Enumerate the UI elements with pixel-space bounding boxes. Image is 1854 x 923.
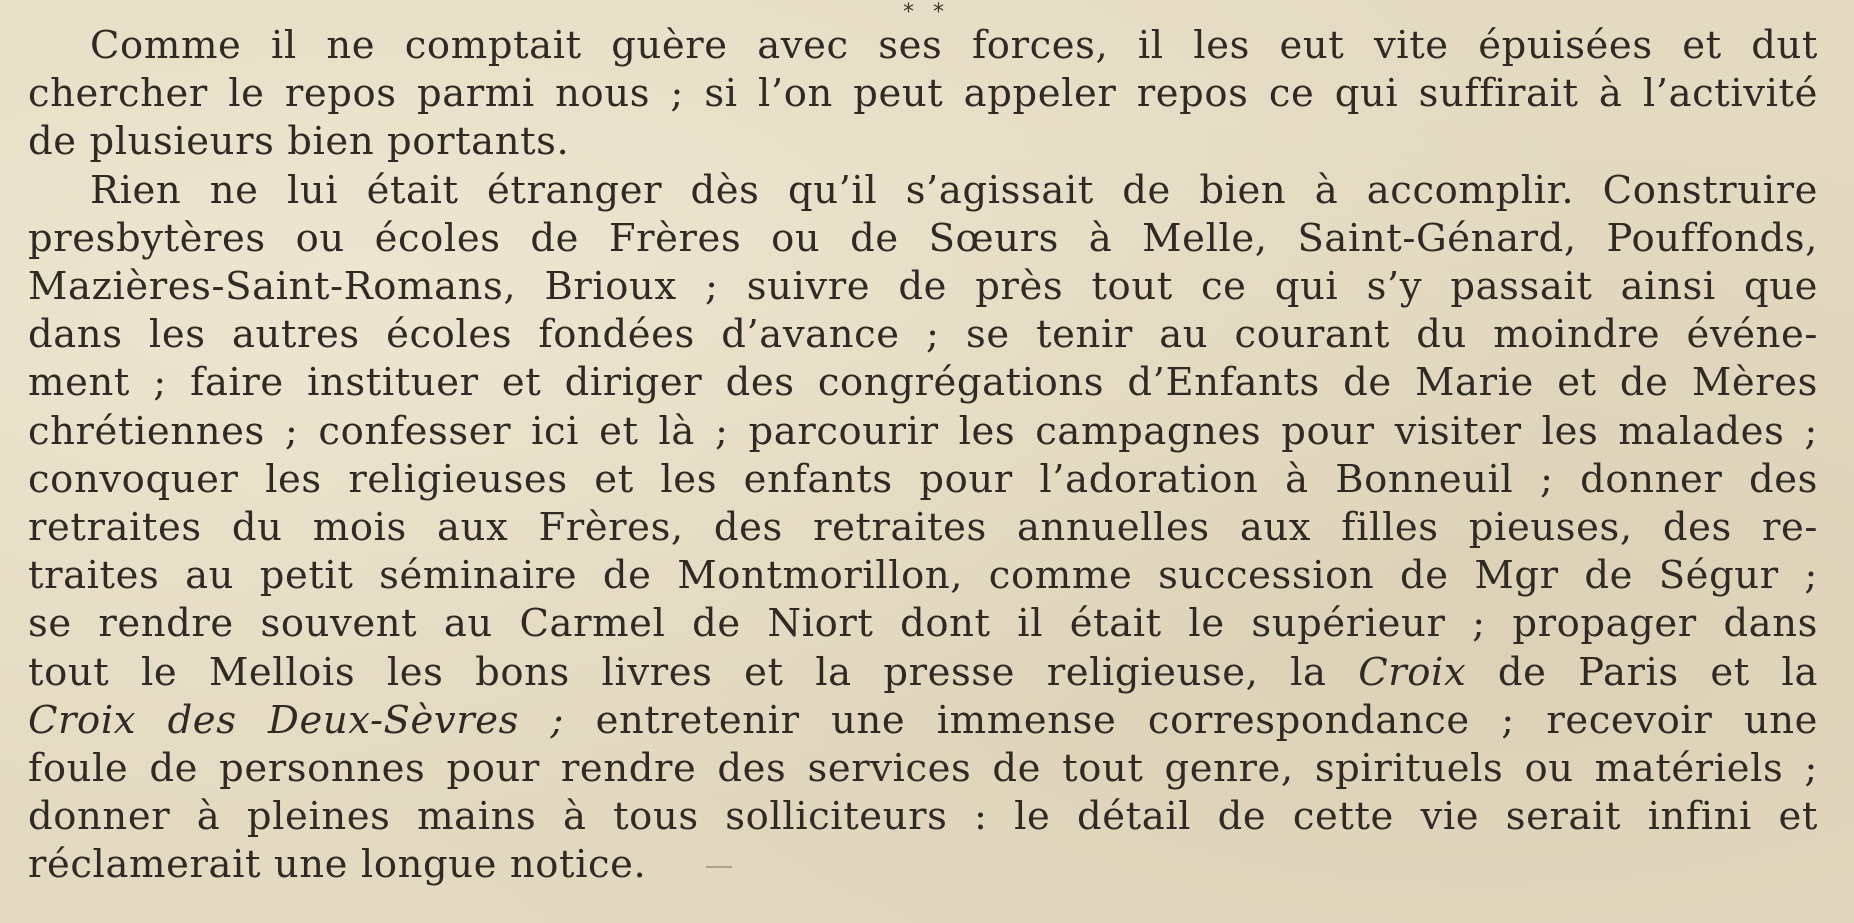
text-line (28, 841, 1818, 889)
text-line: ment ; faire instituer et diriger des congrégations d’Enfants de Marie et de Mères (28, 360, 1818, 406)
text-line: foule de personnes pour rendre des services de tout genre, spirituels ou matériels ; (28, 746, 1818, 792)
text-segment: de Paris et la (1466, 649, 1818, 695)
text-line: presbytères ou écoles de Frères ou de Sœurs à Melle, Saint-Génard, Pouffonds, (28, 215, 1818, 261)
text-line: se rendre souvent au Carmel de Niort dont il était le supérieur ; propager dans (28, 601, 1818, 647)
text-line: traites au petit séminaire de Montmorillon, comme succession de Mgr de Ségur ; (28, 553, 1818, 599)
text-segment: entretenir une immense correspondance ; recevoir une (564, 697, 1818, 743)
text-line: Comme il ne comptait guère avec ses forces, il les eut vite épuisées et dut (90, 23, 1818, 68)
text-line: dans les autres écoles fondées d’avance ; se tenir au courant du moindre événe- (28, 312, 1818, 358)
newspaper-title: Croix (1358, 649, 1467, 695)
text-line (28, 697, 1818, 745)
printer-mark (706, 866, 732, 868)
text-line: retraites du mois aux Frères, des retraites annuelles aux filles pieuses, des re- (28, 505, 1818, 551)
text-line: chercher le repos parmi nous ; si l’on peut appeler repos ce qui suffirait à l’activité (28, 71, 1818, 117)
text-line: Mazières-Saint-Romans, Brioux ; suivre de près tout ce qui s’y passait ainsi que (28, 264, 1818, 310)
text-line: convoquer les religieuses et les enfants pour l’adoration à Bonneuil ; donner des (28, 456, 1818, 502)
body-text (28, 22, 1818, 890)
text-line: chrétiennes ; confesser ici et là ; parcourir les campagnes pour visiter les malades ; (28, 408, 1818, 454)
text-segment: réclamerait une longue notice. (28, 842, 647, 888)
text-line: donner à pleines mains à tous solliciteurs : le détail de cette vie serait infini et (28, 794, 1818, 840)
text-line: Rien ne lui était étranger dès qu’il s’agissait de bien à accomplir. Construire (90, 167, 1818, 213)
text-line: de plusieurs bien portants. (28, 119, 570, 165)
section-ornament: * * (903, 0, 950, 25)
text-segment: tout le Mellois les bons livres et la presse religieuse, la (28, 649, 1359, 695)
newspaper-title: Croix des Deux-Sèvres ; (28, 697, 565, 743)
text-line (28, 649, 1818, 697)
